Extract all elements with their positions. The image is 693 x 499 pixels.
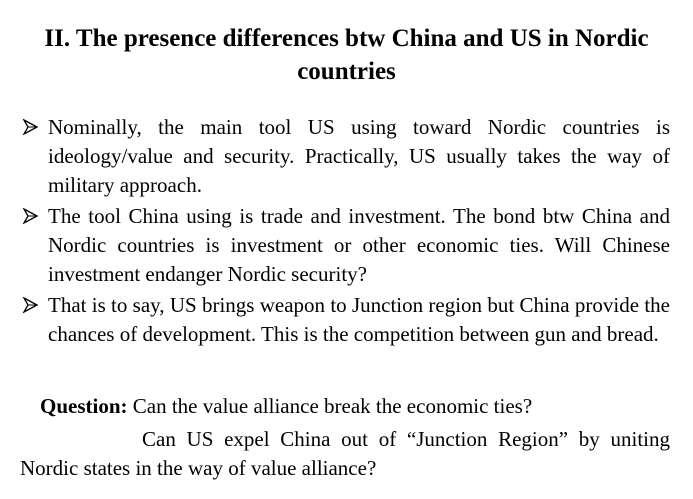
arrowhead-bullet-icon [22,119,38,135]
bullet-text: The tool China using is trade and investment. The bond btw China and Nordic countries is investment or other economic ties. Will Chinese investment endanger Nordic security? [48,204,670,286]
bullet-list [22,113,670,351]
arrowhead-bullet-icon [22,208,38,224]
question-line [40,392,670,421]
question-label: Question: [40,394,128,418]
bullet-item [22,202,670,289]
question-followup: Can US expel China out of “Junction Region” by uniting Nordic states in the way of value alliance? [20,427,670,480]
slide-title: II. The presence differences btw China and US in Nordic countries [44,25,649,85]
bullet-text: Nominally, the main tool US using toward Nordic countries is ideology/value and security. Practically, US usually takes the way of military approach. [48,115,670,197]
question-text: Can the value alliance break the economic ties? [127,394,533,418]
bullet-text: That is to say, US brings weapon to Junction region but China provide the chances of development. This is the competition between gun and bread. [48,293,670,346]
arrowhead-bullet-icon [22,297,38,313]
bullet-item [22,291,670,349]
bullet-item [22,113,670,200]
